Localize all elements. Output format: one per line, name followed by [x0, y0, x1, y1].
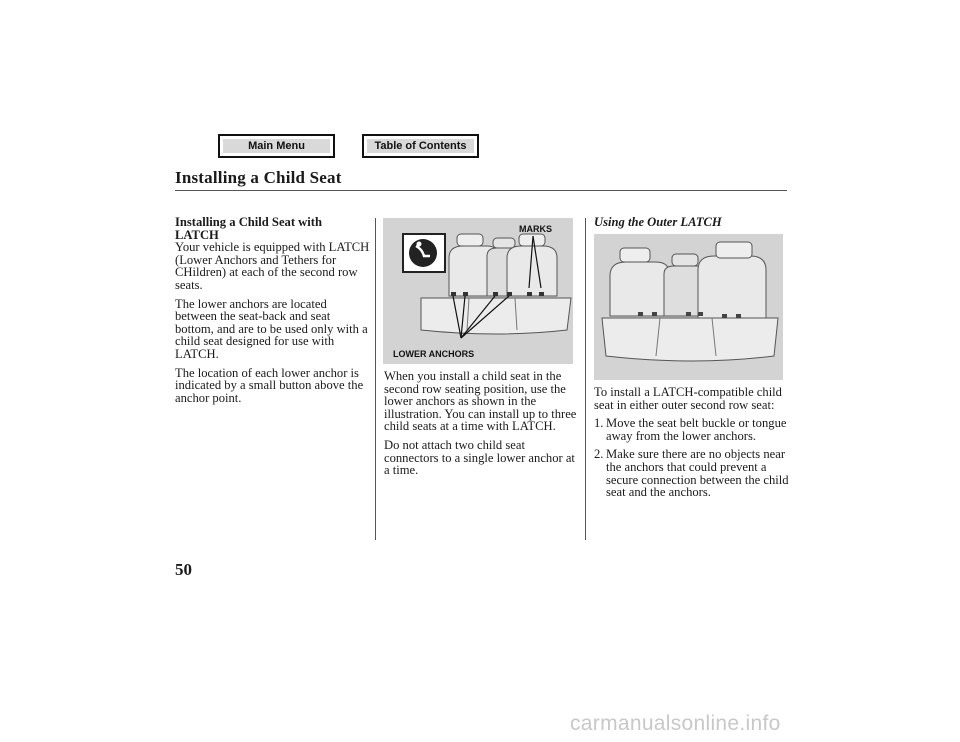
- title-divider: [175, 190, 787, 191]
- paragraph-anchor-button: The location of each lower anchor is indicated by a small button above the anchor point.: [175, 365, 364, 405]
- paragraph-latch-intro: Your vehicle is equipped with LATCH (Lower Anchors and Tethers for CHildren) at each of the second row seats.: [175, 240, 370, 292]
- label-lower-anchors: LOWER ANCHORS: [393, 349, 475, 359]
- section-heading: [175, 216, 370, 241]
- step-number: 1.: [594, 416, 604, 431]
- list-item: [594, 448, 789, 498]
- step-number: 2.: [594, 447, 604, 462]
- column-divider-2: [585, 218, 586, 540]
- column-2: [384, 370, 579, 483]
- column-1: [175, 216, 370, 410]
- paragraph-outer-intro: To install a LATCH-compatible child seat in either outer second row seat:: [594, 385, 782, 412]
- section-heading-line-2: LATCH: [175, 227, 219, 242]
- page-number: 50: [175, 560, 192, 579]
- main-menu-label: Main Menu: [223, 139, 330, 153]
- outer-latch-figure: [594, 234, 783, 380]
- paragraph-single-anchor-warning: Do not attach two child seat connectors to a single lower anchor at a time.: [384, 437, 575, 478]
- rear-seat-illustration: [383, 218, 573, 364]
- outer-latch-illustration: [594, 234, 783, 380]
- main-menu-button[interactable]: [218, 134, 335, 158]
- paragraph-anchor-location: The lower anchors are located between the seat-back and seat bottom, and are to be used only with a child seat designed for use with LATCH.: [175, 296, 368, 361]
- child-seat-anchor-icon: [403, 234, 445, 272]
- step-text: Make sure there are no objects near the anchors that could prevent a secure connection between the child seat and the anchors.: [606, 447, 789, 500]
- column-divider-1: [375, 218, 376, 540]
- watermark: carmanualsonline.info: [570, 712, 781, 735]
- table-of-contents-label: Table of Contents: [367, 139, 474, 153]
- outer-latch-heading: Using the Outer LATCH: [594, 215, 722, 229]
- page-title: Installing a Child Seat: [175, 168, 342, 187]
- rear-seat-figure: [383, 218, 573, 364]
- section-heading-line-1: Installing a Child Seat with: [175, 215, 322, 229]
- column-3-heading: [594, 216, 789, 229]
- label-marks: MARKS: [519, 224, 552, 234]
- column-3: [594, 386, 789, 505]
- paragraph-install-multiple: When you install a child seat in the second row seating position, use the lower anchors as shown in the illustration. You can install up to three child seats at a time with LATCH.: [384, 369, 577, 434]
- list-item: [594, 417, 789, 442]
- table-of-contents-button[interactable]: [362, 134, 479, 158]
- step-text: Move the seat belt buckle or tongue away from the lower anchors.: [606, 416, 787, 443]
